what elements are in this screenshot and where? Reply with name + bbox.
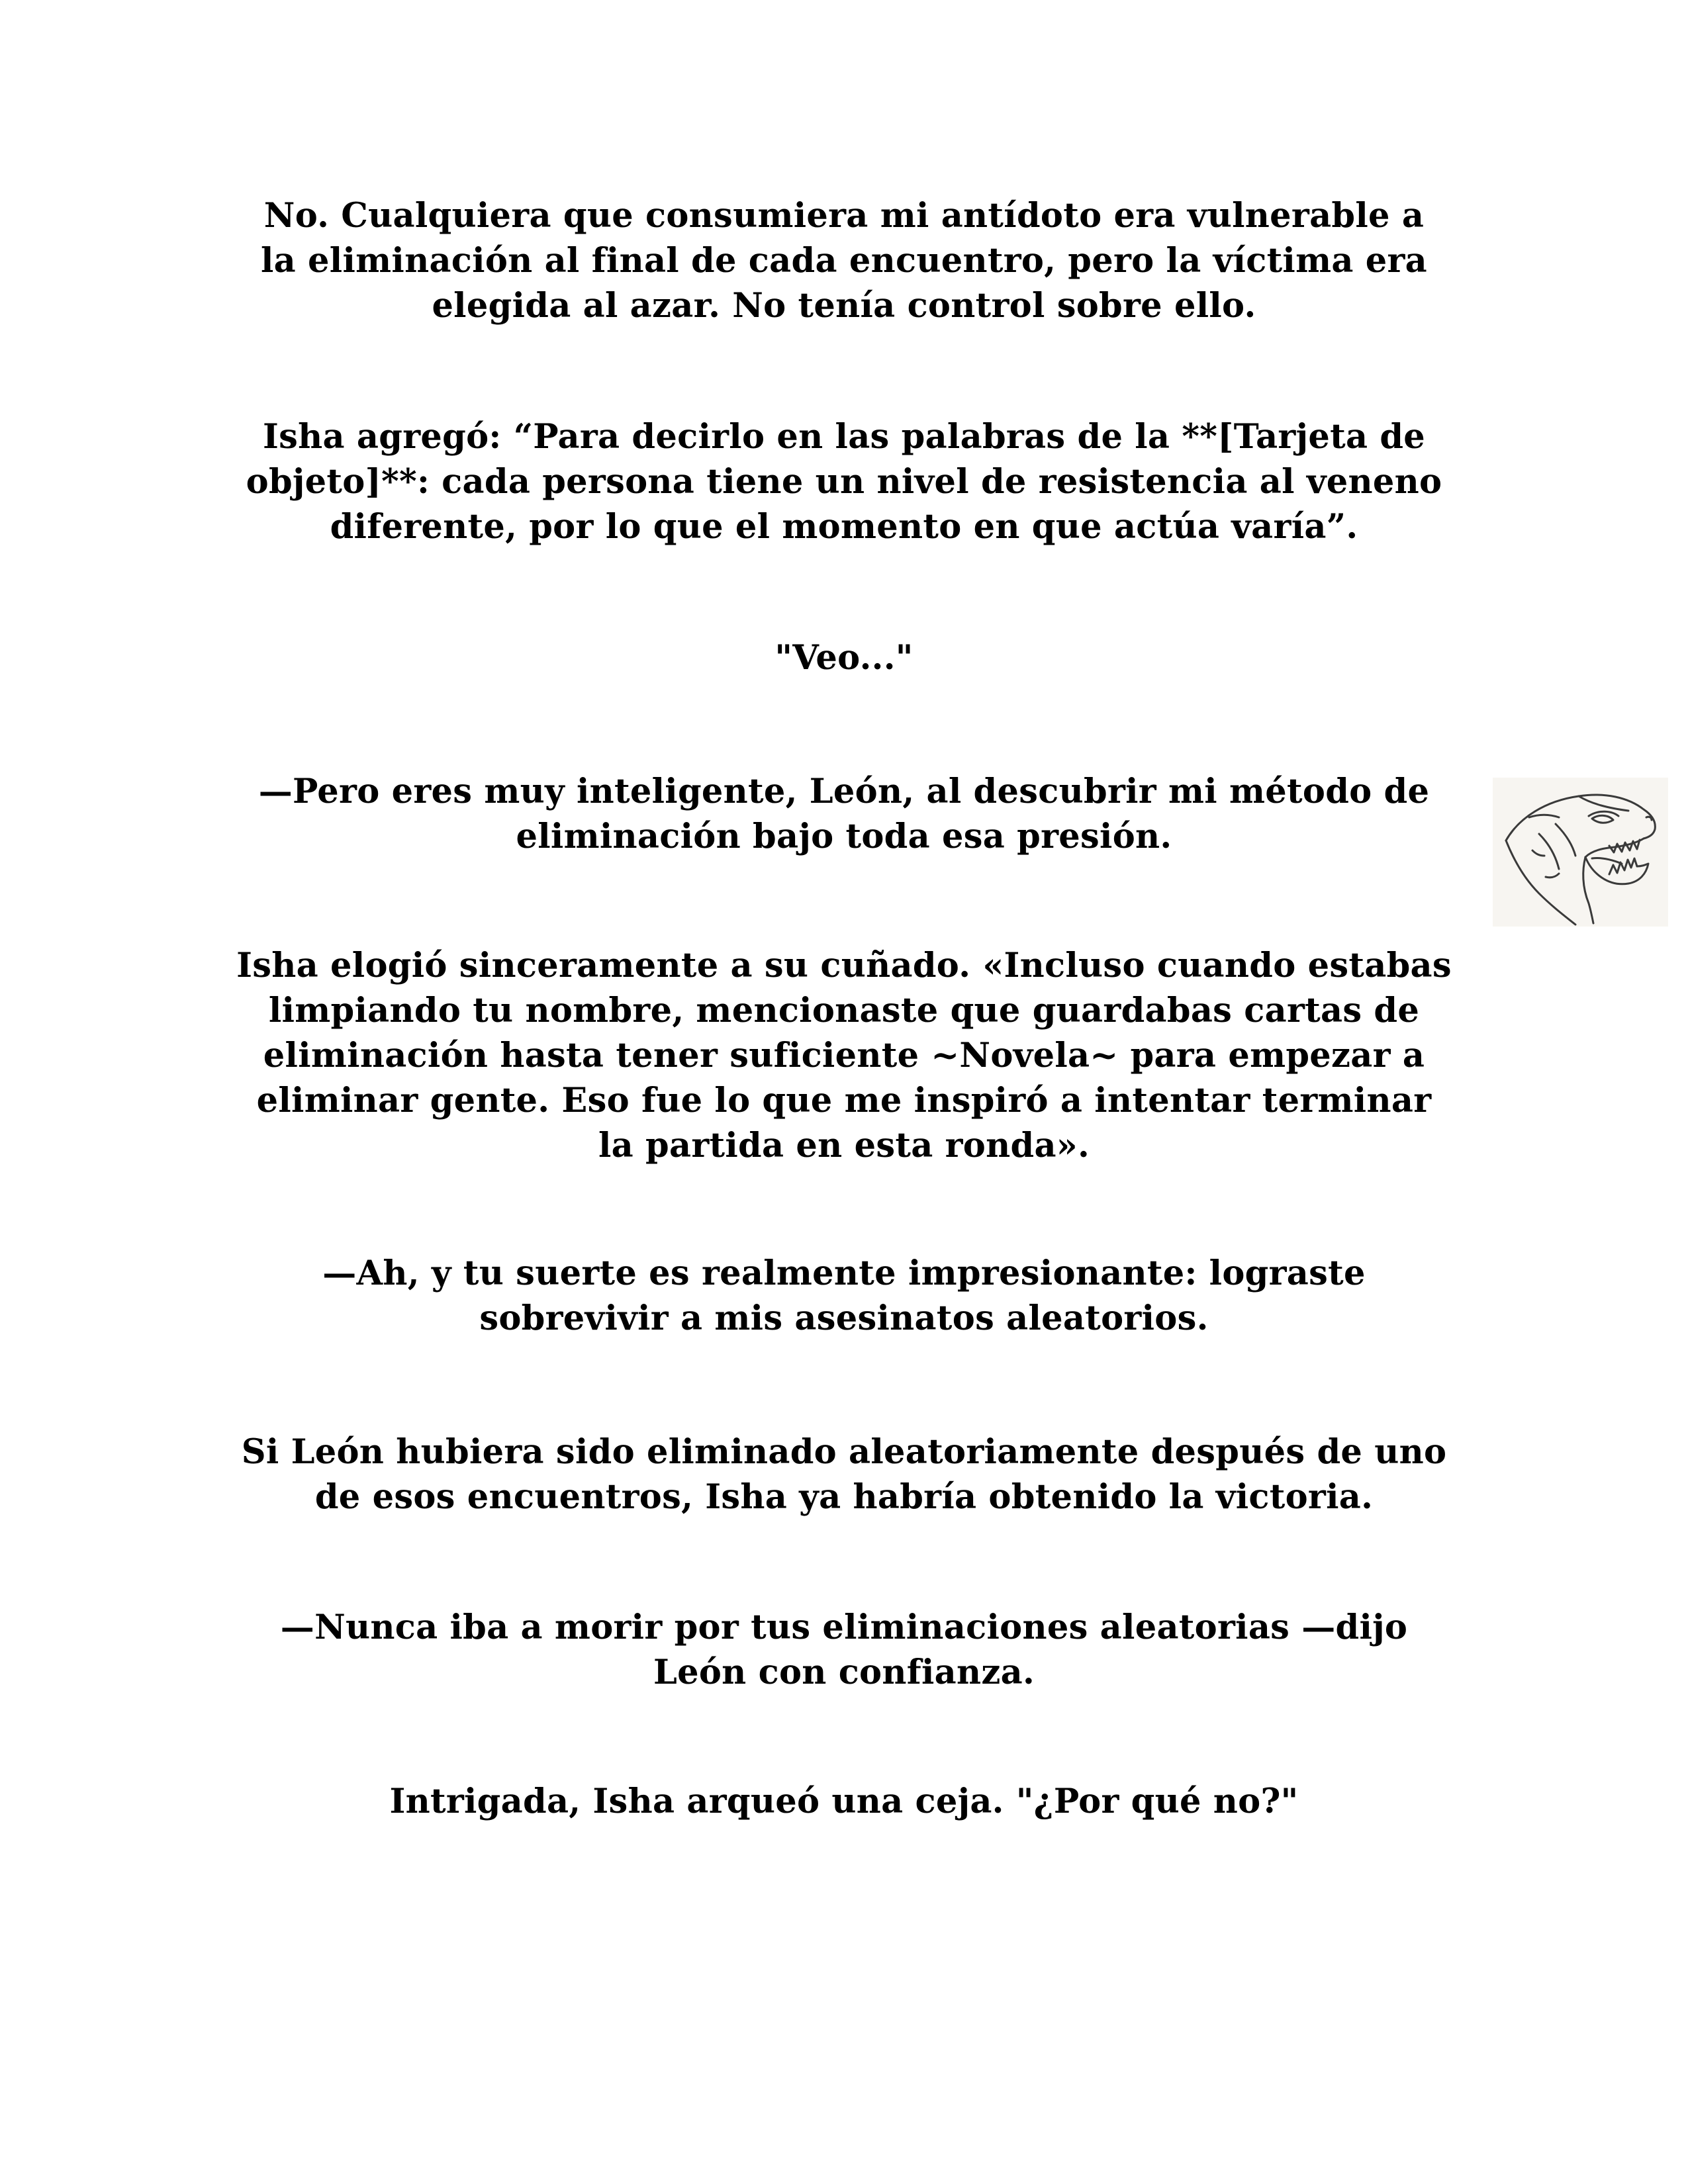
dinosaur-head-icon <box>1493 778 1668 927</box>
paragraph-9 <box>218 1779 1470 1824</box>
paragraph-8 <box>218 1605 1470 1695</box>
paragraph-5 <box>218 943 1470 1168</box>
text-line: sobrevivir a mis asesinatos aleatorios. <box>479 1298 1209 1338</box>
text-line: la eliminación al final de cada encuentro, pero la víctima era <box>260 241 1428 281</box>
paragraph-3 <box>218 635 1470 680</box>
text-line: objeto]**: cada persona tiene un nivel de resistencia al veneno <box>246 462 1442 502</box>
text-line: —Pero eres muy inteligente, León, al descubrir mi método de <box>258 772 1430 811</box>
text-line: de esos encuentros, Isha ya habría obtenido la victoria. <box>314 1477 1374 1517</box>
text-line: Isha elogió sinceramente a su cuñado. «Incluso cuando estabas <box>236 946 1452 985</box>
text-line: "Veo..." <box>774 638 914 678</box>
paragraph-1 <box>218 193 1470 328</box>
paragraph-4 <box>218 769 1470 859</box>
paragraph-7 <box>218 1430 1470 1520</box>
paragraph-6 <box>218 1251 1470 1341</box>
text-line: diferente, por lo que el momento en que actúa varía”. <box>330 507 1358 547</box>
text-line: No. Cualquiera que consumiera mi antídoto era vulnerable a <box>263 196 1425 236</box>
text-line: León con confianza. <box>653 1653 1035 1692</box>
text-line: —Ah, y tu suerte es realmente impresionante: lograste <box>322 1253 1366 1293</box>
text-line: la partida en esta ronda». <box>598 1126 1090 1165</box>
paragraph-2 <box>218 414 1470 549</box>
text-line: Intrigada, Isha arqueó una ceja. "¿Por qué no?" <box>389 1782 1299 1821</box>
text-line: eliminación hasta tener suficiente ~Novela~ para empezar a <box>263 1036 1425 1075</box>
text-line: Isha agregó: “Para decirlo en las palabras de la **[Tarjeta de <box>262 417 1426 457</box>
text-line: limpiando tu nombre, mencionaste que guardabas cartas de <box>268 991 1420 1030</box>
text-line: eliminar gente. Eso fue lo que me inspiró a intentar terminar <box>256 1081 1432 1120</box>
text-line: —Nunca iba a morir por tus eliminaciones aleatorias —dijo <box>280 1608 1408 1647</box>
text-line: elegida al azar. No tenía control sobre ello. <box>432 286 1256 326</box>
text-line: Si León hubiera sido eliminado aleatoriamente después de uno <box>241 1432 1447 1472</box>
text-line: eliminación bajo toda esa presión. <box>516 817 1172 856</box>
